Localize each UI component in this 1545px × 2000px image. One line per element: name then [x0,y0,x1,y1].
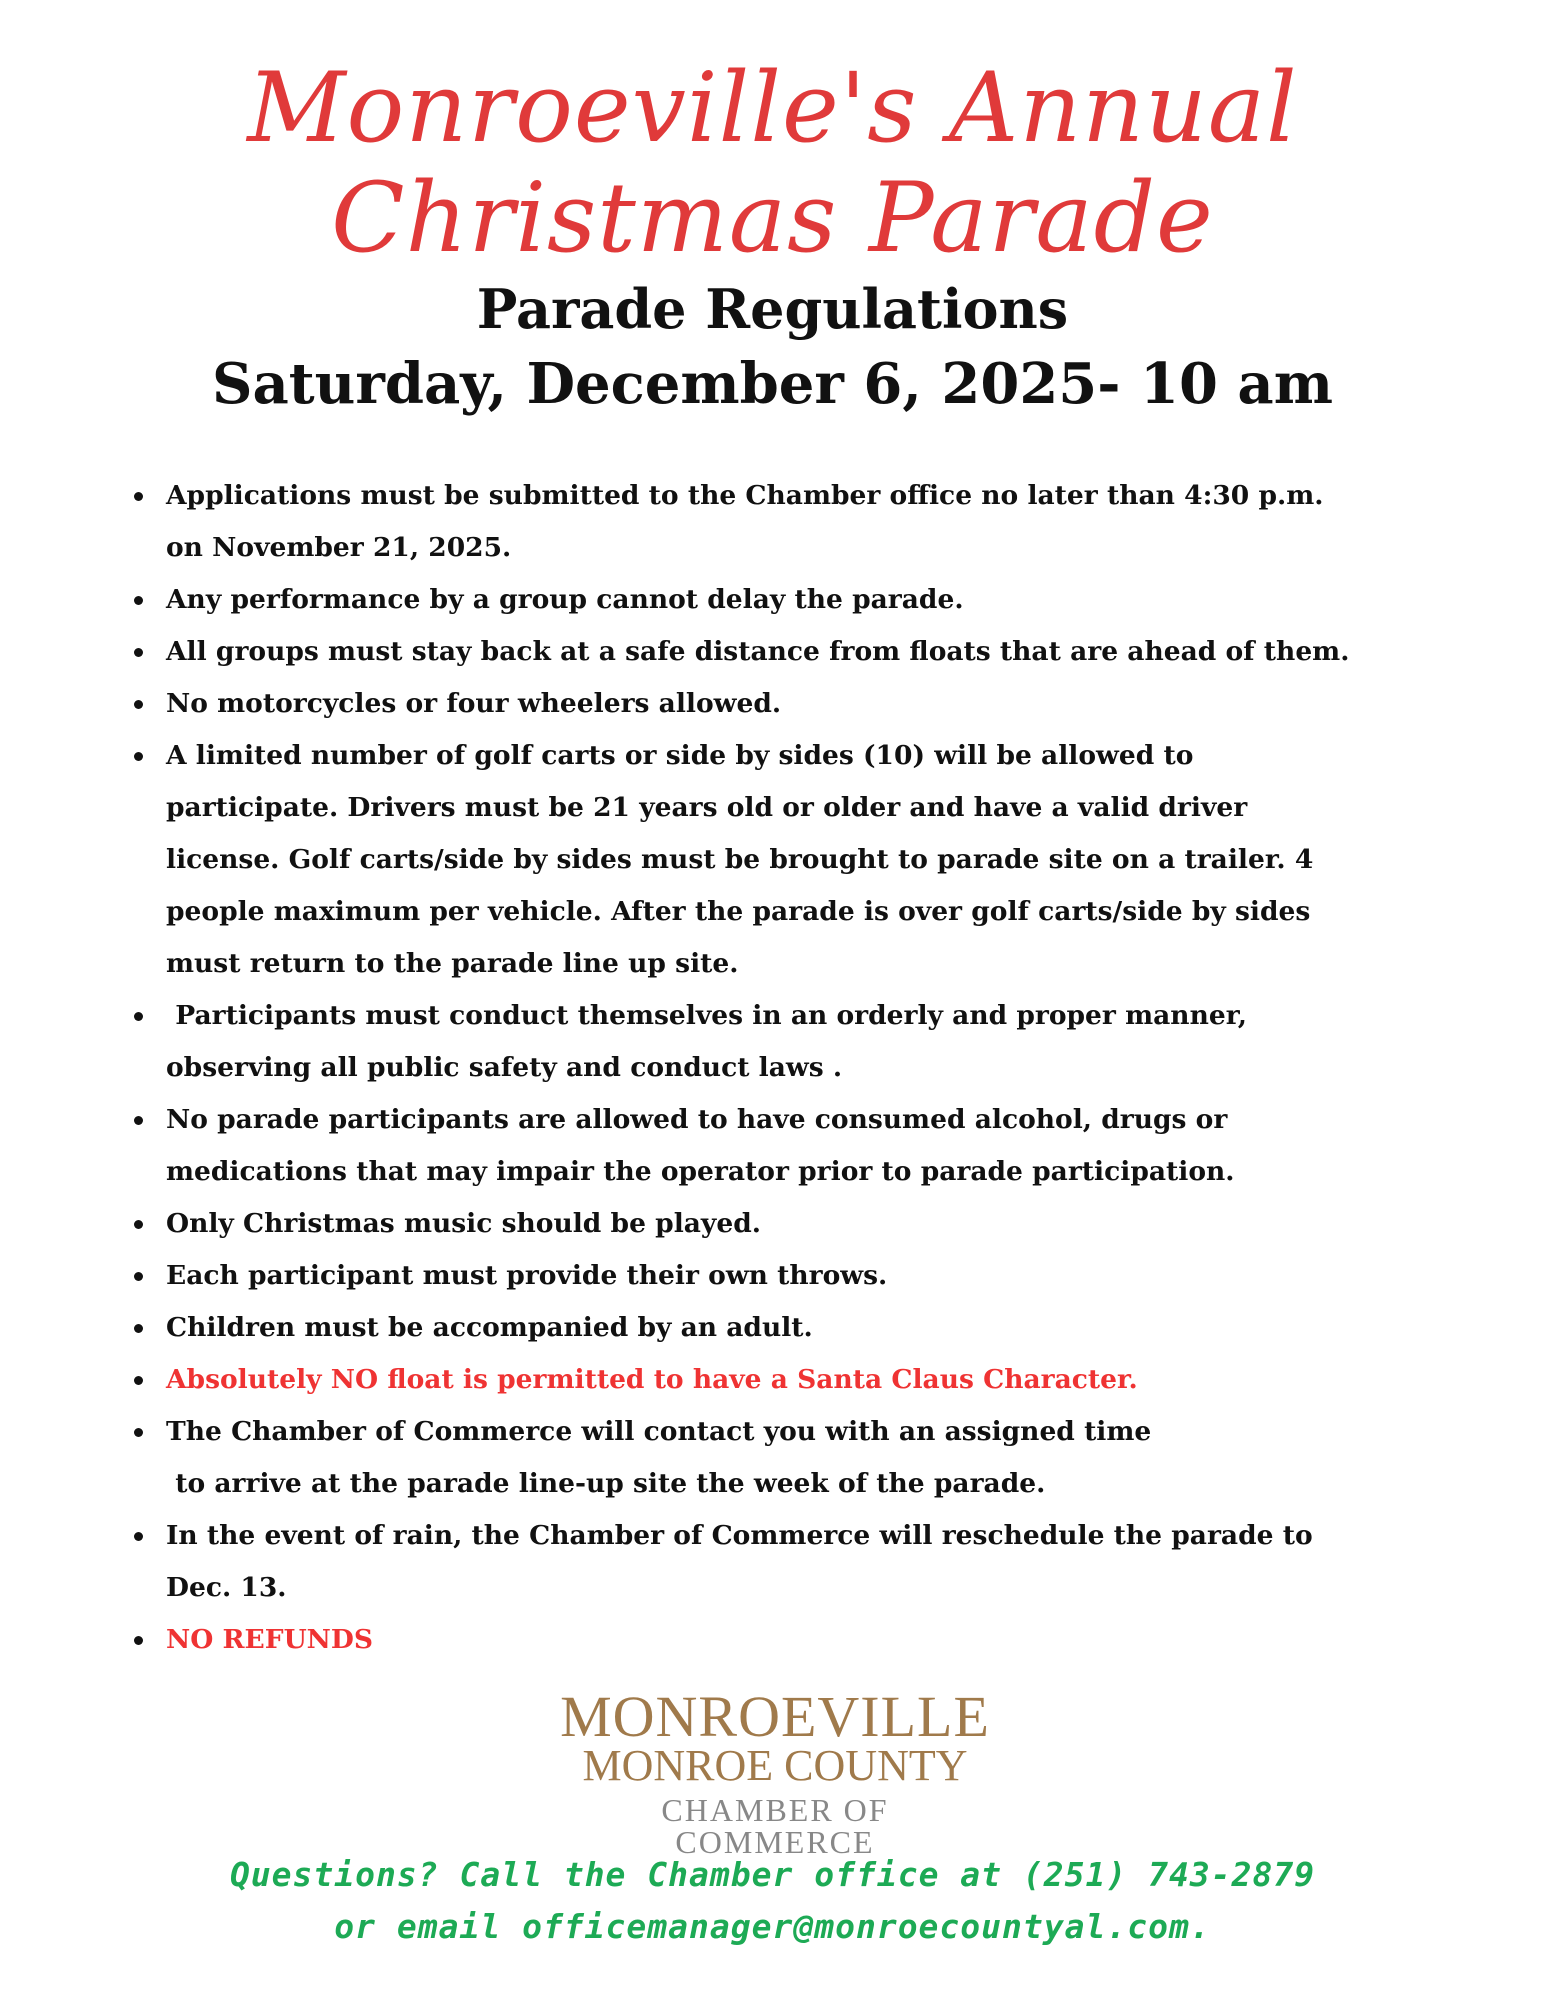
bullet-icon [134,1636,143,1645]
regulation-text-line: to arrive at the parade line-up site the week of the parade. [166,1468,1046,1499]
regulation-item [138,1614,1438,1666]
regulations-list [138,470,1438,1666]
bullet-icon [134,1272,143,1281]
regulation-text-line: No parade participants are allowed to have consumed alcohol, drugs or [166,1104,1228,1135]
bullet-icon [134,1012,143,1021]
regulation-text-line: Participants must conduct themselves in an orderly and proper manner, [166,1000,1247,1031]
regulation-text-line: observing all public safety and conduct laws . [166,1052,843,1083]
regulation-item [138,730,1438,990]
page-title: Parade Regulations [476,277,1069,341]
bullet-icon [134,1532,143,1541]
chamber-logo [560,1684,990,1860]
regulation-item [138,990,1438,1094]
regulation-text-line: Any performance by a group cannot delay the parade. [166,584,964,615]
regulation-text-line: NO REFUNDS [166,1624,374,1655]
regulation-item [138,1250,1438,1302]
regulation-item [138,470,1438,574]
regulation-text-line: All groups must stay back at a safe distance from floats that are ahead of them. [166,636,1350,667]
regulation-text-line: people maximum per vehicle. After the parade is over golf carts/side by sides [166,896,1311,927]
regulation-text-line: Only Christmas music should be played. [166,1208,761,1239]
bullet-icon [134,752,143,761]
regulation-text-line: participate. Drivers must be 21 years old or older and have a valid driver [166,792,1248,823]
regulation-text-line: Each participant must provide their own throws. [166,1260,888,1291]
bullet-icon [134,648,143,657]
contact-email-line: or email officemanager@monroecountyal.com. [334,1907,1211,1946]
regulation-item [138,1094,1438,1198]
regulation-item [138,1198,1438,1250]
regulation-item [138,1354,1438,1406]
logo-wordmark-chamber: CHAMBER OF COMMERCE [661,1792,889,1860]
regulation-item [138,1406,1438,1510]
bullet-icon [134,1428,143,1437]
bullet-icon [134,1116,143,1125]
regulation-item [138,678,1438,730]
event-date: Saturday, December 6, 2025- 10 am [212,351,1333,417]
contact-phone-line: Questions? Call the Chamber office at (251) 743-2879 [229,1855,1316,1894]
regulation-text-line: must return to the parade line up site. [166,948,739,979]
event-script-title-line1: Monroeville's Annual [247,52,1298,164]
regulation-text-line: Absolutely NO float is permitted to have a Santa Claus Character. [166,1364,1138,1395]
regulation-text-line: Dec. 13. [166,1572,287,1603]
bullet-icon [134,700,143,709]
logo-wordmark-monroeville: MONROEVILLE [560,1684,990,1749]
regulation-text-line: on November 21, 2025. [166,532,512,563]
bullet-icon [134,492,143,501]
regulation-item [138,626,1438,678]
regulation-text-line: In the event of rain, the Chamber of Commerce will reschedule the parade to [166,1520,1313,1551]
event-script-title-line2: Christmas Parade [331,162,1214,274]
regulation-text-line: A limited number of golf carts or side by sides (10) will be allowed to [166,740,1194,771]
regulation-text-line: Applications must be submitted to the Chamber office no later than 4:30 p.m. [166,480,1324,511]
bullet-icon [134,596,143,605]
bullet-icon [134,1376,143,1385]
regulation-item [138,1302,1438,1354]
bullet-icon [134,1324,143,1333]
regulation-item [138,574,1438,626]
regulation-text-line: No motorcycles or four wheelers allowed. [166,688,782,719]
bullet-icon [134,1220,143,1229]
regulation-text-line: The Chamber of Commerce will contact you with an assigned time [166,1416,1152,1447]
logo-wordmark-monroe-county: MONROE COUNTY [582,1741,968,1790]
regulation-text-line: license. Golf carts/side by sides must be brought to parade site on a trailer. 4 [166,844,1314,875]
regulation-text-line: Children must be accompanied by an adult. [166,1312,813,1343]
regulation-item [138,1510,1438,1614]
regulation-text-line: medications that may impair the operator prior to parade participation. [166,1156,1235,1187]
